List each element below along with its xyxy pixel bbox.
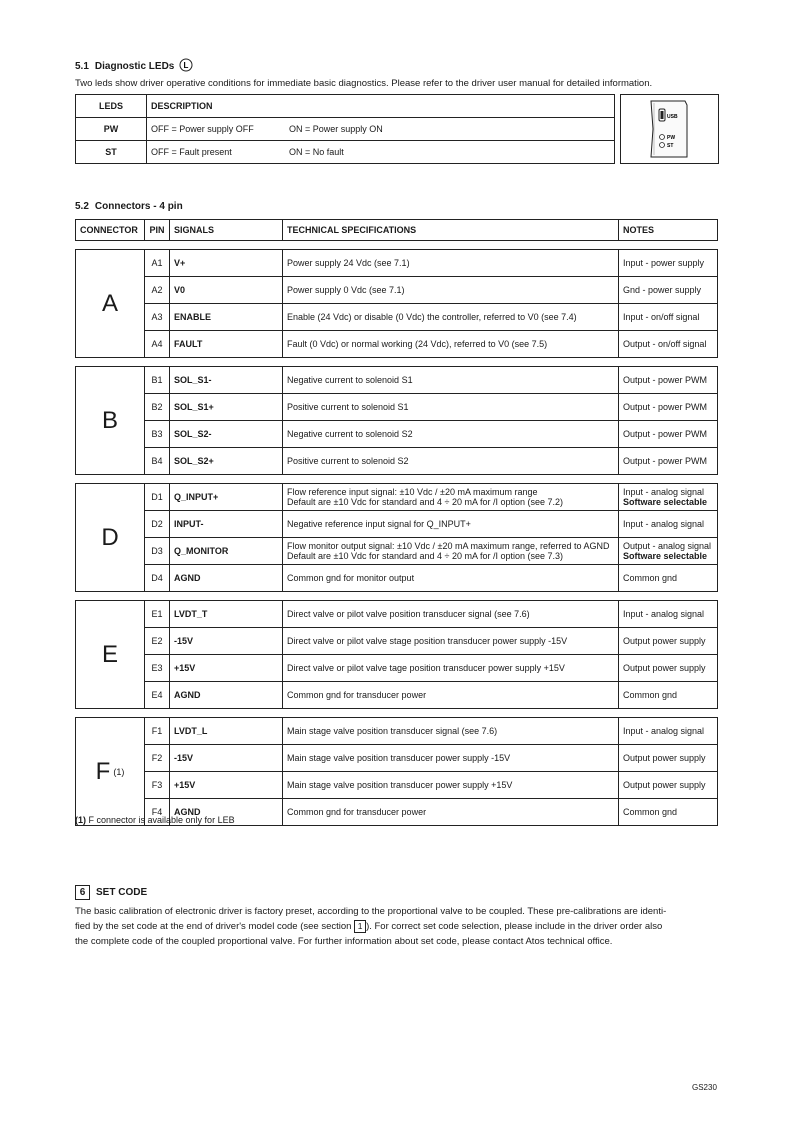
table-row [76,538,718,565]
pin: B2 [145,394,170,421]
connector-letter [76,367,145,475]
table-row [76,718,718,745]
signal: Q_MONITOR [170,538,283,565]
group-gap [76,475,718,484]
signal: V0 [170,277,283,304]
badge-text: L [183,61,189,70]
note: Input - on/off signal [619,304,718,331]
signal: AGND [170,799,283,826]
connectors-table [75,219,718,826]
table-row [76,367,718,394]
section-title-text: Connectors - 4 pin [94,201,183,212]
pin: B4 [145,448,170,475]
pin: A2 [145,277,170,304]
note: Output - power PWM [619,394,718,421]
spec: Power supply 24 Vdc (see 7.1) [283,250,619,277]
head-connector: CONNECTOR [76,220,145,241]
paragraph-line: The basic calibration of electronic driver is factory preset, according to the proportional valve to be coupled. These pre-calibrations are identi- [75,906,667,917]
table-row [76,628,718,655]
spec [283,484,619,511]
table-row [76,484,718,511]
spec: Positive current to solenoid S1 [283,394,619,421]
led-row-st [76,141,615,164]
head-pin: PIN [145,220,170,241]
group-gap [76,709,718,718]
footnote-text: F connector is available only for LEB [86,815,235,825]
spec: Enable (24 Vdc) or disable (0 Vdc) the controller, referred to V0 (see 7.4) [283,304,619,331]
section-ref-box: 1 [354,920,366,933]
leds-head-description: DESCRIPTION [147,95,615,118]
pin: A4 [145,331,170,358]
signal: V+ [170,250,283,277]
leds-table [75,94,615,164]
pin: E3 [145,655,170,682]
note: Input - analog signal [619,511,718,538]
signal: AGND [170,682,283,709]
note-line: Output - analog signal [623,541,712,551]
signal: -15V [170,745,283,772]
spec: Positive current to solenoid S2 [283,448,619,475]
paragraph-line [75,919,720,934]
pin: E2 [145,628,170,655]
signal: +15V [170,655,283,682]
spec: Main stage valve position transducer signal (see 7.6) [283,718,619,745]
spec: Direct valve or pilot valve tage position transducer power supply +15V [283,655,619,682]
spec-line: Default are ±10 Vdc for standard and 4 ÷ 20 mA for /I option (see 7.2) [287,497,564,507]
spec: Negative reference input signal for Q_INPUT+ [283,511,619,538]
note: Input - power supply [619,250,718,277]
table-row [76,394,718,421]
led-description [147,118,615,141]
leds-header [76,95,615,118]
pin: F2 [145,745,170,772]
connector-letter-text: F [95,757,111,785]
led-name: PW [76,118,147,141]
signal: AGND [170,565,283,592]
note: Input - analog signal [619,718,718,745]
table-row [76,277,718,304]
footnote-ref: (1) [113,767,125,778]
device-diagram [620,94,719,164]
pin: B3 [145,421,170,448]
signal: LVDT_L [170,718,283,745]
group-gap [76,358,718,367]
spec: Negative current to solenoid S2 [283,421,619,448]
spec-line: Default are ±10 Vdc for standard and 4 ÷ 20 mA for /I option (see 7.3) [287,551,564,561]
pw-label: PW [667,135,676,141]
led-on-text: ON = No fault [289,147,344,157]
paragraph-text: ). For correct set code selection, please include in the driver order also [366,921,663,932]
connector-letter-text: E [101,640,118,668]
pin: E1 [145,601,170,628]
led-off-text: OFF = Power supply OFF [151,124,254,134]
note: Gnd - power supply [619,277,718,304]
spec: Negative current to solenoid S1 [283,367,619,394]
led-description [147,141,615,164]
connector-letter [76,484,145,592]
note: Output power supply [619,655,718,682]
paragraph-text: fied by the set code at the end of driver's model code (see section [75,921,355,932]
spec: Main stage valve position transducer power supply -15V [283,745,619,772]
spec [283,538,619,565]
section-title-text: Diagnostic LEDs [94,61,175,72]
signal: Q_INPUT+ [170,484,283,511]
pin: F3 [145,772,170,799]
table-row [76,304,718,331]
pin: D4 [145,565,170,592]
spec: Power supply 0 Vdc (see 7.1) [283,277,619,304]
section-number: 5.2 [75,201,89,212]
section-5-1-title [75,58,193,73]
note [619,538,718,565]
spec: Direct valve or pilot valve position transducer signal (see 7.6) [283,601,619,628]
spec-line: Flow monitor output signal: ±10 Vdc / ±20 mA maximum range, referred to AGND [287,541,610,551]
section-number-box: 6 [75,885,90,900]
table-row [76,772,718,799]
note [619,484,718,511]
note: Common gnd [619,682,718,709]
signal: SOL_S1- [170,367,283,394]
signal: ENABLE [170,304,283,331]
table-row [76,565,718,592]
signal: LVDT_T [170,601,283,628]
usb-label: USB [667,114,678,120]
paragraph-line: the complete code of the coupled proportional valve. For further information about set code, please contact Atos technical office. [75,936,613,947]
note: Common gnd [619,799,718,826]
table-row [76,250,718,277]
spec: Common gnd for transducer power [283,799,619,826]
footnote-mark: (1) [75,815,86,825]
signal: FAULT [170,331,283,358]
group-gap [76,241,718,250]
led-off-text: OFF = Fault present [151,147,232,157]
signal: SOL_S2+ [170,448,283,475]
led-name: ST [76,141,147,164]
page-code: GS230 [692,1083,717,1092]
connector-letter [76,601,145,709]
connectors-header [76,220,718,241]
table-row [76,331,718,358]
table-row [76,655,718,682]
note: Output - power PWM [619,448,718,475]
signal: INPUT- [170,511,283,538]
pin: D2 [145,511,170,538]
st-label: ST [667,143,674,149]
pin: A3 [145,304,170,331]
note-line: Software selectable [623,497,708,507]
note: Output - power PWM [619,367,718,394]
signal: +15V [170,772,283,799]
leds-head-leds: LEDS [76,95,147,118]
note: Output - on/off signal [619,331,718,358]
note: Input - analog signal [619,601,718,628]
pin: A1 [145,250,170,277]
pin: D3 [145,538,170,565]
note-line: Input - analog signal [623,487,705,497]
driver-front-icon [621,95,718,163]
leds-intro: Two leds show driver operative conditions for immediate basic diagnostics. Please refer to the driver user manual for detailed information. [75,78,653,89]
spec: Fault (0 Vdc) or normal working (24 Vdc), referred to V0 (see 7.5) [283,331,619,358]
note: Output power supply [619,745,718,772]
note: Common gnd [619,565,718,592]
section-number: 5.1 [75,61,89,72]
table-row [76,511,718,538]
spec: Main stage valve position transducer power supply +15V [283,772,619,799]
pin: B1 [145,367,170,394]
spec: Common gnd for transducer power [283,682,619,709]
pin: F1 [145,718,170,745]
connector-letter-text: A [101,289,118,317]
section-5-2-title [75,201,183,213]
pin: E4 [145,682,170,709]
table-row [76,745,718,772]
l-circle-icon [179,58,193,72]
pin: D1 [145,484,170,511]
table-row [76,601,718,628]
led-row-pw [76,118,615,141]
spec: Direct valve or pilot valve stage position transducer power supply -15V [283,628,619,655]
table-row [76,448,718,475]
spec: Common gnd for monitor output [283,565,619,592]
footnote [75,815,235,825]
signal: -15V [170,628,283,655]
set-code-paragraph [75,904,720,949]
spec-line: Flow reference input signal: ±10 Vdc / ±20 mA maximum range [287,487,538,497]
led-on-text: ON = Power supply ON [289,124,383,134]
connector-letter [76,718,145,826]
pin: F4 [145,799,170,826]
group-gap [76,592,718,601]
head-notes: NOTES [619,220,718,241]
note: Output power supply [619,628,718,655]
signal: SOL_S1+ [170,394,283,421]
connector-letter-text: D [101,523,119,551]
connector-letter-text: B [101,406,118,434]
table-row [76,682,718,709]
connector-letter [76,250,145,358]
section-6-title [75,885,147,900]
head-signals: SIGNALS [170,220,283,241]
table-row [76,421,718,448]
head-specs: TECHNICAL SPECIFICATIONS [283,220,619,241]
note: Output power supply [619,772,718,799]
note: Output - power PWM [619,421,718,448]
section-title-text: SET CODE [96,887,148,898]
signal: SOL_S2- [170,421,283,448]
note-line: Software selectable [623,551,708,561]
